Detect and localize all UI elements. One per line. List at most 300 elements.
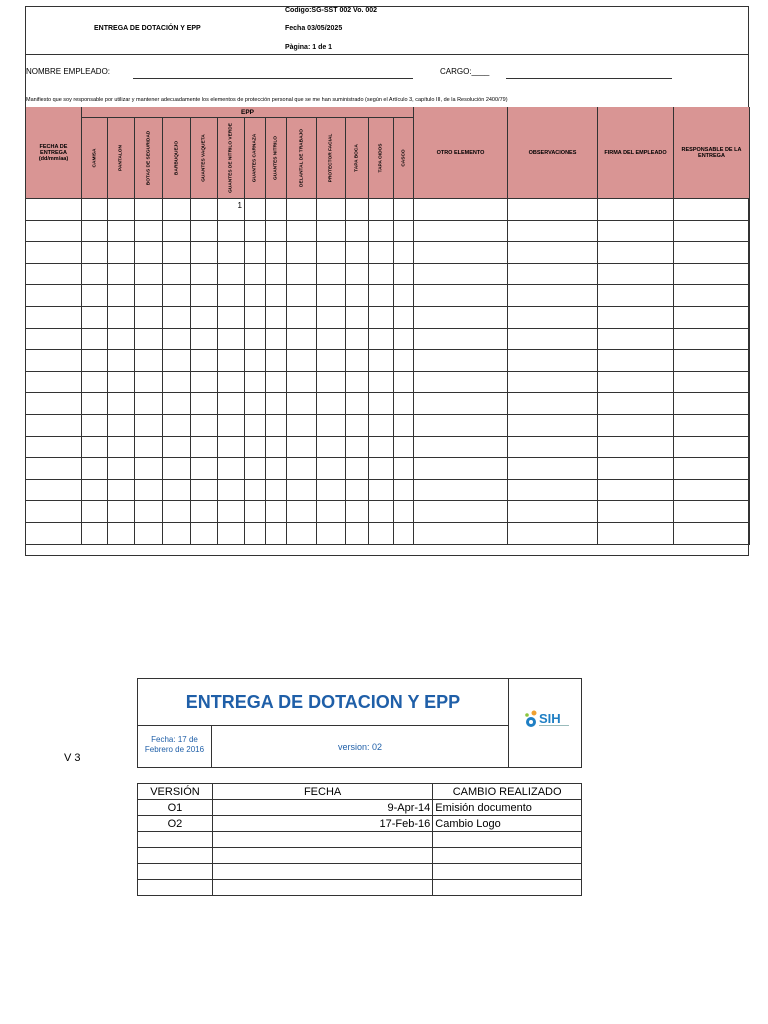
- table-cell[interactable]: [287, 350, 317, 372]
- table-cell[interactable]: [245, 501, 266, 523]
- table-cell[interactable]: [108, 350, 135, 372]
- table-cell[interactable]: [266, 480, 287, 502]
- table-cell[interactable]: [266, 307, 287, 329]
- table-cell[interactable]: [82, 285, 108, 307]
- table-cell[interactable]: [245, 221, 266, 243]
- table-cell[interactable]: [346, 221, 369, 243]
- table-cell[interactable]: [394, 285, 414, 307]
- table-cell[interactable]: [245, 458, 266, 480]
- table-cell[interactable]: [598, 242, 674, 264]
- table-cell[interactable]: [108, 501, 135, 523]
- version-cell[interactable]: [138, 848, 213, 864]
- table-cell[interactable]: [598, 307, 674, 329]
- table-cell[interactable]: [317, 307, 346, 329]
- table-cell[interactable]: [598, 372, 674, 394]
- table-cell[interactable]: [369, 350, 394, 372]
- employee-name-field[interactable]: [133, 78, 413, 79]
- table-cell[interactable]: [287, 199, 317, 221]
- table-cell[interactable]: [598, 393, 674, 415]
- table-cell[interactable]: [266, 458, 287, 480]
- table-cell[interactable]: [674, 242, 750, 264]
- table-cell[interactable]: [266, 393, 287, 415]
- table-cell[interactable]: [369, 523, 394, 545]
- table-cell[interactable]: [191, 350, 218, 372]
- table-cell[interactable]: [598, 350, 674, 372]
- table-cell[interactable]: [26, 221, 82, 243]
- table-cell[interactable]: [394, 350, 414, 372]
- table-cell[interactable]: [674, 199, 750, 221]
- version-cell[interactable]: [212, 880, 432, 896]
- table-cell[interactable]: [245, 372, 266, 394]
- table-cell[interactable]: [108, 221, 135, 243]
- version-cell[interactable]: Emisión documento: [433, 800, 582, 816]
- table-cell[interactable]: [369, 415, 394, 437]
- table-cell[interactable]: [346, 307, 369, 329]
- version-cell[interactable]: [433, 864, 582, 880]
- version-cell[interactable]: [433, 880, 582, 896]
- table-cell[interactable]: [135, 437, 163, 459]
- table-cell[interactable]: [163, 199, 191, 221]
- table-cell[interactable]: [414, 221, 508, 243]
- table-cell[interactable]: [598, 415, 674, 437]
- table-cell[interactable]: [394, 264, 414, 286]
- table-cell[interactable]: [317, 285, 346, 307]
- table-cell[interactable]: [598, 458, 674, 480]
- table-cell[interactable]: [218, 242, 245, 264]
- table-cell[interactable]: [317, 242, 346, 264]
- version-cell[interactable]: O2: [138, 816, 213, 832]
- table-cell[interactable]: [266, 221, 287, 243]
- table-cell[interactable]: [218, 329, 245, 351]
- table-cell[interactable]: [108, 372, 135, 394]
- table-cell[interactable]: [163, 307, 191, 329]
- table-cell[interactable]: [191, 480, 218, 502]
- table-cell[interactable]: [346, 523, 369, 545]
- version-cell[interactable]: O1: [138, 800, 213, 816]
- table-cell[interactable]: [369, 393, 394, 415]
- table-cell[interactable]: [163, 372, 191, 394]
- table-cell[interactable]: [346, 480, 369, 502]
- table-cell[interactable]: [245, 393, 266, 415]
- table-cell[interactable]: [287, 242, 317, 264]
- version-cell[interactable]: [433, 848, 582, 864]
- table-cell[interactable]: [135, 199, 163, 221]
- table-cell[interactable]: [674, 415, 750, 437]
- table-cell[interactable]: [508, 372, 598, 394]
- table-cell[interactable]: [135, 523, 163, 545]
- table-cell[interactable]: [287, 523, 317, 545]
- table-cell[interactable]: [245, 523, 266, 545]
- table-cell[interactable]: [369, 501, 394, 523]
- table-cell[interactable]: [82, 329, 108, 351]
- table-cell[interactable]: [287, 307, 317, 329]
- table-cell[interactable]: [163, 285, 191, 307]
- version-cell[interactable]: [138, 832, 213, 848]
- table-cell[interactable]: [218, 458, 245, 480]
- table-cell[interactable]: [414, 501, 508, 523]
- table-cell[interactable]: [191, 393, 218, 415]
- table-cell[interactable]: [163, 350, 191, 372]
- table-cell[interactable]: [245, 307, 266, 329]
- table-cell[interactable]: [82, 372, 108, 394]
- table-cell[interactable]: [163, 221, 191, 243]
- table-cell[interactable]: [346, 199, 369, 221]
- table-cell[interactable]: [26, 350, 82, 372]
- table-cell[interactable]: [674, 307, 750, 329]
- table-cell[interactable]: [369, 480, 394, 502]
- table-cell[interactable]: [598, 329, 674, 351]
- table-cell[interactable]: [26, 329, 82, 351]
- table-cell[interactable]: [414, 393, 508, 415]
- table-cell[interactable]: [674, 329, 750, 351]
- table-cell[interactable]: [287, 393, 317, 415]
- table-cell[interactable]: [135, 242, 163, 264]
- table-cell[interactable]: [218, 480, 245, 502]
- table-cell[interactable]: [674, 393, 750, 415]
- table-cell[interactable]: [287, 372, 317, 394]
- table-cell[interactable]: [135, 415, 163, 437]
- table-cell[interactable]: [317, 329, 346, 351]
- table-cell[interactable]: [266, 285, 287, 307]
- table-cell[interactable]: [135, 372, 163, 394]
- table-cell[interactable]: [26, 242, 82, 264]
- table-cell[interactable]: [245, 242, 266, 264]
- table-cell[interactable]: [674, 372, 750, 394]
- table-cell[interactable]: [191, 372, 218, 394]
- table-cell[interactable]: [508, 350, 598, 372]
- table-cell[interactable]: [369, 437, 394, 459]
- table-cell[interactable]: [414, 329, 508, 351]
- table-cell[interactable]: [191, 242, 218, 264]
- table-cell[interactable]: [163, 437, 191, 459]
- table-cell[interactable]: [191, 437, 218, 459]
- table-cell[interactable]: [245, 437, 266, 459]
- table-cell[interactable]: [508, 415, 598, 437]
- table-cell[interactable]: [266, 199, 287, 221]
- table-cell[interactable]: [82, 458, 108, 480]
- table-cell[interactable]: [266, 350, 287, 372]
- table-cell[interactable]: [266, 242, 287, 264]
- table-cell[interactable]: [245, 199, 266, 221]
- table-cell[interactable]: [218, 501, 245, 523]
- table-cell[interactable]: [508, 393, 598, 415]
- table-cell[interactable]: [191, 264, 218, 286]
- table-cell[interactable]: [26, 372, 82, 394]
- table-cell[interactable]: [218, 523, 245, 545]
- version-cell[interactable]: [212, 864, 432, 880]
- table-cell[interactable]: [598, 437, 674, 459]
- table-cell[interactable]: [82, 199, 108, 221]
- table-cell[interactable]: [287, 458, 317, 480]
- table-cell[interactable]: [135, 307, 163, 329]
- table-cell[interactable]: [82, 415, 108, 437]
- table-cell[interactable]: [394, 242, 414, 264]
- table-cell[interactable]: [674, 264, 750, 286]
- table-cell[interactable]: [26, 458, 82, 480]
- table-cell[interactable]: [163, 393, 191, 415]
- table-cell[interactable]: [163, 523, 191, 545]
- table-cell[interactable]: [218, 264, 245, 286]
- table-cell[interactable]: [218, 350, 245, 372]
- table-cell[interactable]: [191, 329, 218, 351]
- table-cell[interactable]: [394, 523, 414, 545]
- table-cell[interactable]: [674, 501, 750, 523]
- table-cell[interactable]: [108, 458, 135, 480]
- table-cell[interactable]: [287, 501, 317, 523]
- table-cell[interactable]: [508, 242, 598, 264]
- table-cell[interactable]: [346, 264, 369, 286]
- table-cell[interactable]: [218, 372, 245, 394]
- cargo-field[interactable]: [506, 78, 672, 79]
- table-cell[interactable]: [82, 393, 108, 415]
- table-cell[interactable]: [26, 501, 82, 523]
- table-cell[interactable]: [414, 285, 508, 307]
- table-cell[interactable]: [287, 264, 317, 286]
- version-cell[interactable]: 9-Apr-14: [212, 800, 432, 816]
- table-cell[interactable]: [508, 221, 598, 243]
- table-cell[interactable]: [26, 393, 82, 415]
- table-cell[interactable]: [414, 350, 508, 372]
- table-cell[interactable]: [508, 458, 598, 480]
- table-cell[interactable]: [135, 221, 163, 243]
- table-cell[interactable]: [26, 285, 82, 307]
- table-cell[interactable]: [598, 523, 674, 545]
- table-cell[interactable]: [26, 264, 82, 286]
- table-cell[interactable]: [135, 285, 163, 307]
- table-cell[interactable]: [287, 329, 317, 351]
- table-cell[interactable]: [191, 458, 218, 480]
- table-cell[interactable]: [287, 415, 317, 437]
- table-cell[interactable]: [317, 199, 346, 221]
- table-cell[interactable]: [414, 480, 508, 502]
- table-cell[interactable]: [135, 264, 163, 286]
- table-cell[interactable]: [508, 480, 598, 502]
- table-cell[interactable]: [245, 350, 266, 372]
- table-cell[interactable]: [508, 199, 598, 221]
- table-cell[interactable]: [266, 437, 287, 459]
- table-cell[interactable]: [598, 221, 674, 243]
- version-cell[interactable]: [212, 832, 432, 848]
- table-cell[interactable]: [82, 307, 108, 329]
- table-cell[interactable]: [26, 415, 82, 437]
- table-cell[interactable]: [346, 329, 369, 351]
- table-cell[interactable]: [266, 329, 287, 351]
- table-cell[interactable]: [508, 285, 598, 307]
- table-cell[interactable]: [191, 199, 218, 221]
- table-cell[interactable]: [674, 523, 750, 545]
- table-cell[interactable]: [82, 480, 108, 502]
- table-cell[interactable]: [317, 458, 346, 480]
- table-cell[interactable]: [82, 221, 108, 243]
- table-cell[interactable]: [346, 437, 369, 459]
- table-cell[interactable]: [245, 415, 266, 437]
- table-cell[interactable]: [346, 285, 369, 307]
- table-cell[interactable]: [346, 415, 369, 437]
- table-cell[interactable]: [414, 242, 508, 264]
- table-cell[interactable]: [317, 350, 346, 372]
- table-cell[interactable]: [674, 437, 750, 459]
- table-cell[interactable]: [394, 437, 414, 459]
- table-cell[interactable]: [163, 264, 191, 286]
- table-cell[interactable]: [266, 372, 287, 394]
- table-cell[interactable]: [218, 415, 245, 437]
- table-cell[interactable]: [317, 501, 346, 523]
- table-cell[interactable]: [508, 329, 598, 351]
- table-cell[interactable]: [317, 523, 346, 545]
- version-cell[interactable]: [138, 864, 213, 880]
- table-cell[interactable]: [82, 437, 108, 459]
- table-cell[interactable]: [394, 372, 414, 394]
- table-cell[interactable]: [135, 393, 163, 415]
- table-cell[interactable]: [108, 242, 135, 264]
- table-cell[interactable]: [317, 264, 346, 286]
- table-cell[interactable]: [135, 458, 163, 480]
- table-cell[interactable]: [317, 221, 346, 243]
- table-cell[interactable]: [163, 242, 191, 264]
- table-cell[interactable]: [598, 264, 674, 286]
- table-cell[interactable]: [266, 264, 287, 286]
- table-cell[interactable]: [218, 437, 245, 459]
- table-cell[interactable]: [266, 501, 287, 523]
- table-cell[interactable]: [508, 437, 598, 459]
- table-cell[interactable]: [598, 501, 674, 523]
- table-cell[interactable]: [317, 372, 346, 394]
- table-cell[interactable]: [135, 480, 163, 502]
- table-cell[interactable]: [163, 458, 191, 480]
- table-cell[interactable]: [394, 415, 414, 437]
- table-cell[interactable]: [108, 199, 135, 221]
- table-cell[interactable]: [346, 458, 369, 480]
- table-cell[interactable]: [346, 501, 369, 523]
- version-cell[interactable]: [212, 848, 432, 864]
- table-cell[interactable]: [369, 242, 394, 264]
- table-cell[interactable]: [414, 437, 508, 459]
- table-cell[interactable]: [191, 501, 218, 523]
- table-cell[interactable]: [414, 523, 508, 545]
- table-cell[interactable]: [287, 285, 317, 307]
- table-cell[interactable]: [598, 480, 674, 502]
- version-cell[interactable]: Cambio Logo: [433, 816, 582, 832]
- table-cell[interactable]: [346, 350, 369, 372]
- table-cell[interactable]: [414, 264, 508, 286]
- table-cell[interactable]: [82, 501, 108, 523]
- table-cell[interactable]: [108, 264, 135, 286]
- table-cell[interactable]: [674, 458, 750, 480]
- table-cell[interactable]: [26, 480, 82, 502]
- table-cell[interactable]: [26, 199, 82, 221]
- table-cell[interactable]: [82, 264, 108, 286]
- table-cell[interactable]: [394, 393, 414, 415]
- table-cell[interactable]: [414, 307, 508, 329]
- table-cell[interactable]: [317, 437, 346, 459]
- table-cell[interactable]: [108, 437, 135, 459]
- table-cell[interactable]: [508, 307, 598, 329]
- table-cell[interactable]: [218, 393, 245, 415]
- table-cell[interactable]: [394, 501, 414, 523]
- table-cell[interactable]: [598, 199, 674, 221]
- table-cell[interactable]: [218, 199, 245, 221]
- table-cell[interactable]: [674, 285, 750, 307]
- table-cell[interactable]: [508, 501, 598, 523]
- table-cell[interactable]: [394, 480, 414, 502]
- table-cell[interactable]: [82, 350, 108, 372]
- version-cell[interactable]: [433, 832, 582, 848]
- table-cell[interactable]: [245, 285, 266, 307]
- table-cell[interactable]: [163, 480, 191, 502]
- table-cell[interactable]: [674, 221, 750, 243]
- table-cell[interactable]: [369, 458, 394, 480]
- table-cell[interactable]: [26, 307, 82, 329]
- table-cell[interactable]: [369, 307, 394, 329]
- table-cell[interactable]: [317, 415, 346, 437]
- table-cell[interactable]: [414, 372, 508, 394]
- table-cell[interactable]: [674, 480, 750, 502]
- table-cell[interactable]: [163, 501, 191, 523]
- table-cell[interactable]: [26, 523, 82, 545]
- table-cell[interactable]: [369, 199, 394, 221]
- table-cell[interactable]: [394, 458, 414, 480]
- table-cell[interactable]: [108, 307, 135, 329]
- table-cell[interactable]: [108, 329, 135, 351]
- table-cell[interactable]: [369, 221, 394, 243]
- table-cell[interactable]: [245, 480, 266, 502]
- table-cell[interactable]: [108, 285, 135, 307]
- table-cell[interactable]: [82, 523, 108, 545]
- table-cell[interactable]: [163, 415, 191, 437]
- version-cell[interactable]: 17-Feb-16: [212, 816, 432, 832]
- table-cell[interactable]: [287, 221, 317, 243]
- table-cell[interactable]: [317, 393, 346, 415]
- table-cell[interactable]: [394, 199, 414, 221]
- table-cell[interactable]: [287, 437, 317, 459]
- table-cell[interactable]: [414, 199, 508, 221]
- table-cell[interactable]: [394, 307, 414, 329]
- table-cell[interactable]: [191, 523, 218, 545]
- table-cell[interactable]: [218, 285, 245, 307]
- table-cell[interactable]: [191, 307, 218, 329]
- table-cell[interactable]: [414, 458, 508, 480]
- table-cell[interactable]: [287, 480, 317, 502]
- table-cell[interactable]: [346, 393, 369, 415]
- table-cell[interactable]: [191, 285, 218, 307]
- table-cell[interactable]: [346, 242, 369, 264]
- table-cell[interactable]: [163, 329, 191, 351]
- version-cell[interactable]: [138, 880, 213, 896]
- table-cell[interactable]: [191, 415, 218, 437]
- table-cell[interactable]: [394, 329, 414, 351]
- table-cell[interactable]: [218, 221, 245, 243]
- table-cell[interactable]: [266, 415, 287, 437]
- table-cell[interactable]: [394, 221, 414, 243]
- table-cell[interactable]: [317, 480, 346, 502]
- table-cell[interactable]: [245, 329, 266, 351]
- table-cell[interactable]: [266, 523, 287, 545]
- table-cell[interactable]: [135, 350, 163, 372]
- table-cell[interactable]: [218, 307, 245, 329]
- table-cell[interactable]: [414, 415, 508, 437]
- table-cell[interactable]: [108, 415, 135, 437]
- table-cell[interactable]: [346, 372, 369, 394]
- table-cell[interactable]: [674, 350, 750, 372]
- table-cell[interactable]: [108, 393, 135, 415]
- table-cell[interactable]: [369, 264, 394, 286]
- table-cell[interactable]: [191, 221, 218, 243]
- table-cell[interactable]: [135, 329, 163, 351]
- table-cell[interactable]: [508, 523, 598, 545]
- table-cell[interactable]: [108, 523, 135, 545]
- table-cell[interactable]: [108, 480, 135, 502]
- table-cell[interactable]: [369, 285, 394, 307]
